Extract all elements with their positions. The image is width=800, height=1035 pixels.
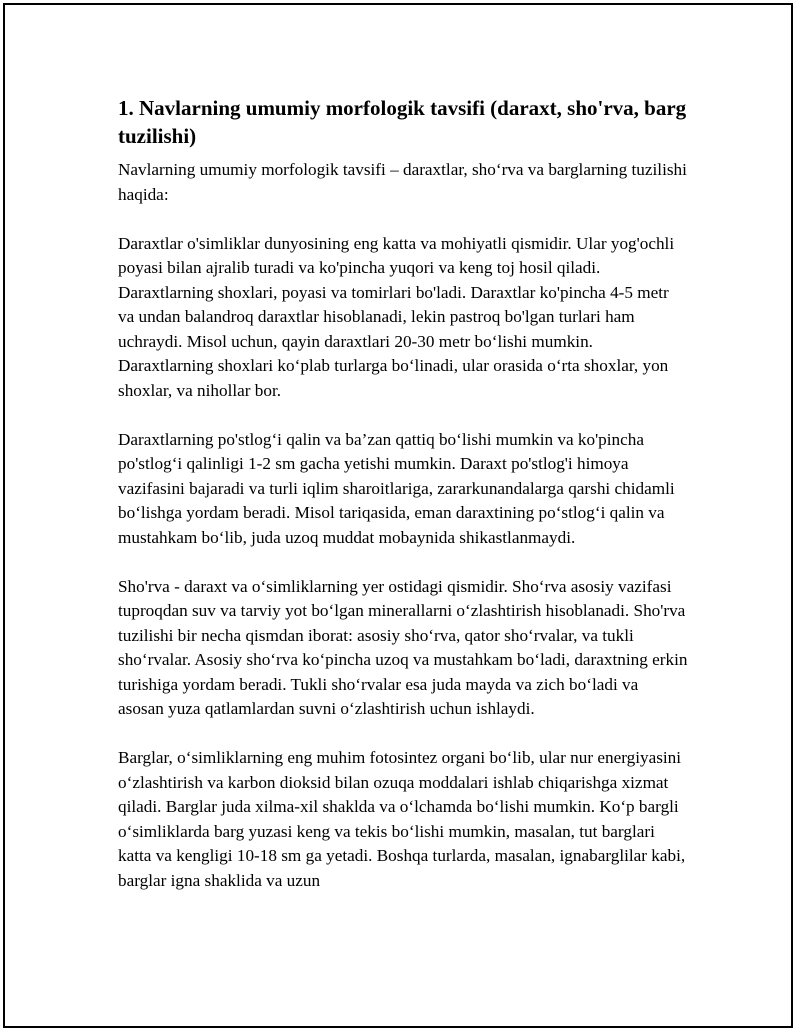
- paragraph-roots: Sho'rva - daraxt va o‘simliklarning yer ostidagi qismidir. Sho‘rva asosiy vazifasi tuproqdan suv va tarviy yot bo‘lgan minerallarni o‘zlashtirish hisoblanadi. Sho'rva tuzilishi bir necha qismdan iborat: asosiy sho‘rva, qator sho‘rvalar, va tukli sho‘rvalar. Asosiy sho‘rva ko‘pincha uzoq va mustahkam bo‘ladi, daraxtning erkin turishiga yordam beradi. Tukli sho‘rvalar esa juda mayda va zich bo‘ladi va asosan yuza qatlamlardan suvni o‘zlashtirish uchun ishlaydi.: [118, 576, 688, 718]
- paragraph-bark: Daraxtlarning po'stlog‘i qalin va ba’zan qattiq bo‘lishi mumkin va ko'pincha po'stlog‘i qalinligi 1-2 sm gacha yetishi mumkin. Daraxt po'stlog'i himoya vazifasini bajaradi va turli iqlim sharoitlariga, zararkunandalarga qarshi chidamli bo‘lishga yordam beradi. Misol tariqasida, eman daraxtining po‘stlog‘i qalin va mustahkam bo‘lib, juda uzoq muddat mobaynida shikastlanmaydi.: [118, 429, 675, 547]
- document-body: [118, 94, 688, 893]
- document-title: 1. Navlarning umumiy morfologik tavsifi (daraxt, sho'rva, barg tuzilishi): [118, 96, 687, 148]
- paragraph-leaves: Barglar, o‘simliklarning eng muhim fotosintez organi bo‘lib, ular nur energiyasini o‘zlashtirish va karbon dioksid bilan ozuqa moddalari ishlab chiqarishga xizmat qiladi. Barglar juda xilma-xil shaklda va o‘lchamda bo‘lishi mumkin. Ko‘p bargli o‘simliklarda barg yuzasi keng va tekis bo‘lishi mumkin, masalan, tut barglari katta va kengligi 10-18 sm ga yetadi. Boshqa turlarda, masalan, ignabarglilar kabi, barglar igna shaklida va uzun: [118, 748, 686, 890]
- paragraph-intro: Navlarning umumiy morfologik tavsifi – daraxtlar, sho‘rva va barglarning tuzilishi haqida:: [118, 160, 687, 204]
- paragraph-trees: Daraxtlar o'simliklar dunyosining eng katta va mohiyatli qismidir. Ular yog'ochli poyasi bilan ajralib turadi va ko'pincha yuqori va keng toj hosil qiladi. Daraxtlarning shoxlari, poyasi va tomirlari bo'ladi. Daraxtlar ko'pincha 4-5 metr va undan balandroq daraxtlar hisoblanadi, lekin pastroq bo'lgan turlari ham uchraydi. Misol uchun, qayin daraxtlari 20-30 metr bo‘lishi mumkin. Daraxtlarning shoxlari ko‘plab turlarga bo‘linadi, ular orasida o‘rta shoxlar, yon shoxlar, va nihollar bor.: [118, 233, 675, 400]
